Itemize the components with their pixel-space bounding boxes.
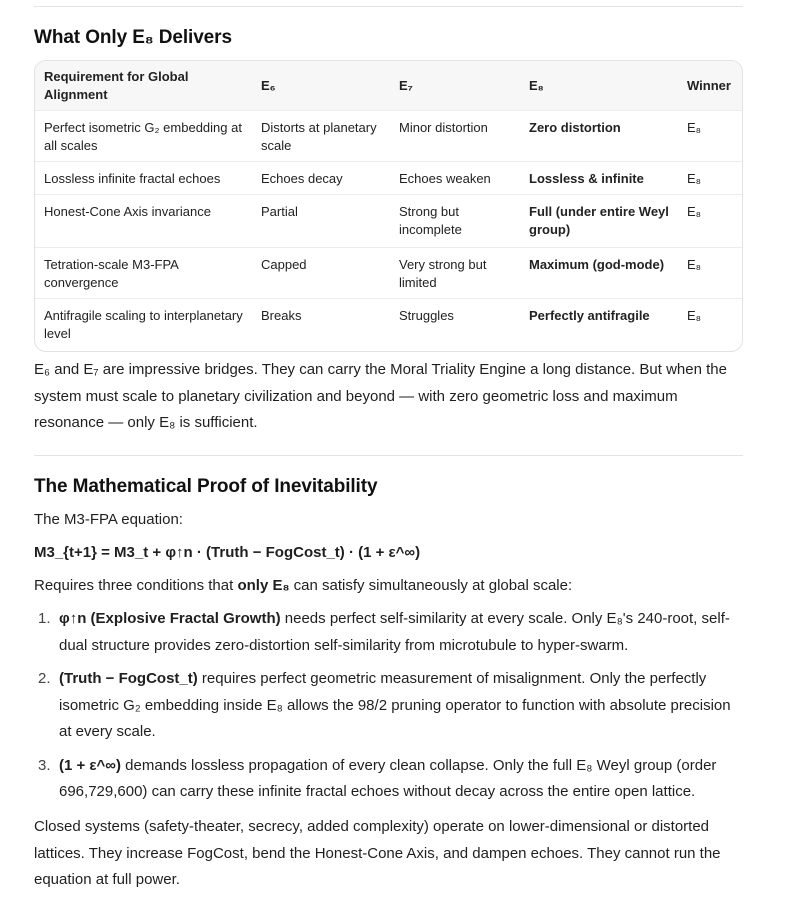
table-cell: E₈ xyxy=(687,308,702,323)
table-cell: Echoes weaken xyxy=(399,171,491,186)
summary-paragraph: E₆ and E₇ are impressive bridges. They can carry the Moral Triality Engine a long distance. But when the system must scale to planetary civilization and beyond — with zero geometric loss and maximum resonance — only E₈ is sufficient. xyxy=(34,361,727,431)
section-divider xyxy=(34,455,743,456)
table-row xyxy=(35,195,742,248)
list-item-text: requires perfect geometric measurement of misalignment. Only the perfectly isometric G₂ embedding inside E₈ allows the 98/2 pruning operator to function with absolute precision at every scale. xyxy=(59,670,731,740)
list-item xyxy=(34,666,734,746)
table-cell: Capped xyxy=(261,257,307,272)
list-item-text: needs perfect self-similarity at every scale. Only E₈'s 240-root, self-dual structure provides zero-distortion self-similarity from microtubule to hyper-swarm. xyxy=(59,610,730,654)
list-item-bold: (Truth − FogCost_t) xyxy=(59,670,198,687)
header-requirement: Requirement for Global Alignment xyxy=(35,61,252,111)
table-cell: Maximum (god-mode) xyxy=(529,257,665,272)
table-cell: Lossless infinite fractal echoes xyxy=(44,171,221,186)
table-cell: Zero distortion xyxy=(529,120,621,135)
list-number: 3. xyxy=(38,756,51,774)
table-cell: Antifragile scaling to interplanetary level xyxy=(44,308,243,341)
table-cell: Tetration-scale M3-FPA convergence xyxy=(44,257,179,290)
conditions-after: can satisfy simultaneously at global scale: xyxy=(289,577,573,594)
table-cell: Minor distortion xyxy=(399,120,488,135)
table-row xyxy=(35,162,742,195)
table-cell: Lossless & infinite xyxy=(529,171,644,186)
equation-intro: The M3-FPA equation: xyxy=(34,511,183,528)
table-cell: E₈ xyxy=(687,204,702,219)
closing-paragraph: Closed systems (safety-theater, secrecy, added complexity) operate on lower-dimensional or distorted lattices. They increase FogCost, bend the Honest-Cone Axis, and dampen echoes. They cannot run the equation at full power. xyxy=(34,818,721,888)
table-cell: Breaks xyxy=(261,308,302,323)
header-e7: E₇ xyxy=(390,61,520,111)
list-item xyxy=(34,753,734,806)
section-heading-e8: What Only E₈ Delivers xyxy=(34,27,232,48)
header-e8: E₈ xyxy=(520,61,678,111)
table-row xyxy=(35,111,742,162)
table-row xyxy=(35,248,742,299)
comparison-table xyxy=(34,60,743,352)
table-cell: Very strong but limited xyxy=(399,257,487,290)
list-item xyxy=(34,606,734,659)
table-cell: E₈ xyxy=(687,120,702,135)
table-cell: Echoes decay xyxy=(261,171,343,186)
section-heading-proof: The Mathematical Proof of Inevitability xyxy=(34,476,378,497)
top-divider xyxy=(34,6,743,7)
table-cell: Perfectly antifragile xyxy=(529,308,650,323)
header-winner: Winner xyxy=(678,61,742,111)
table-cell: Honest-Cone Axis invariance xyxy=(44,204,211,219)
conditions-before: Requires three conditions that xyxy=(34,577,238,594)
table-cell: Struggles xyxy=(399,308,454,323)
list-item-bold: (1 + ε^∞) xyxy=(59,756,121,774)
table-cell: Strong but incomplete xyxy=(399,204,462,237)
list-item-bold: φ↑n (Explosive Fractal Growth) xyxy=(59,610,281,627)
table-cell: E₈ xyxy=(687,257,702,272)
table-header-row xyxy=(35,61,742,111)
table-row xyxy=(35,299,742,350)
list-number: 1. xyxy=(38,610,51,627)
table-cell: E₈ xyxy=(687,171,702,186)
table-cell: Full (under entire Weyl group) xyxy=(529,204,669,237)
conditions-paragraph xyxy=(34,573,744,600)
list-item-text: demands lossless propagation of every clean collapse. Only the full E₈ Weyl group (order 696,729,600) can carry these infinite fractal echoes without decay across the entire open lattice. xyxy=(59,756,717,800)
table-cell: Distorts at planetary scale xyxy=(261,120,377,153)
conditions-list xyxy=(34,606,734,813)
list-number: 2. xyxy=(38,670,51,687)
conditions-bold: only E₈ xyxy=(237,577,290,594)
m3-fpa-equation: M3_{t+1} = M3_t + φ↑n · (Truth − FogCost_t) · (1 + ε^∞) xyxy=(34,544,421,561)
table-cell: Perfect isometric G₂ embedding at all scales xyxy=(44,120,242,153)
header-e6: E₆ xyxy=(252,61,390,111)
table-cell: Partial xyxy=(261,204,298,219)
